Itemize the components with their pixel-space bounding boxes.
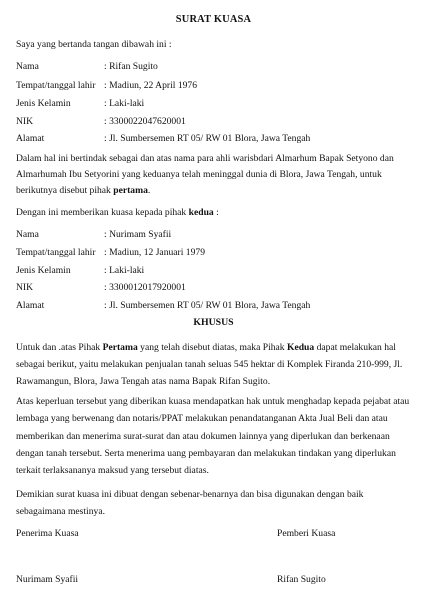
party-first-label: pertama <box>113 185 148 196</box>
field-value: : 3300022047620001 <box>104 116 186 127</box>
paragraph-line: Rawamangun, Blora, Jawa Tengah atas nama Bapak Rifan Sugito. <box>16 376 271 387</box>
field-value: : Madiun, 12 Januari 1979 <box>104 247 205 258</box>
paragraph-line: sebagai berikut, yaitu melakukan penjualan tanah seluas 545 hektar di Komplek Firanda 210-999, Jl. <box>16 359 403 370</box>
paragraph-line: sebagaimana mestinya. <box>16 506 105 517</box>
grantee-name-row <box>16 229 416 241</box>
grant-intro-text: Dengan ini memberikan kuasa kepada pihak kedua : <box>16 207 219 218</box>
receiver-title: Penerima Kuasa <box>16 528 79 539</box>
grantor-birth-row <box>16 80 416 92</box>
document-title: SURAT KUASA <box>175 14 252 25</box>
purpose-paragraph <box>16 339 412 390</box>
grantee-birth-row <box>16 247 416 259</box>
field-label: Alamat <box>16 133 45 144</box>
section-heading-khusus: KHUSUS <box>193 317 234 328</box>
field-value: : Jl. Sumbersemen RT 05/ RW 01 Blora, Jawa Tengah <box>104 133 311 144</box>
grantor-name-row <box>16 61 416 73</box>
grantee-address-row <box>16 300 416 312</box>
field-value: : Laki-laki <box>104 98 145 109</box>
field-label: Jenis Kelamin <box>16 98 71 109</box>
field-label: Tempat/tanggal lahir <box>16 80 96 91</box>
paragraph-line: Demikian surat kuasa ini dibuat dengan sebenar-benarnya dan bisa digunakan dengan baik <box>16 489 364 500</box>
field-value: : Nurimam Syafii <box>104 229 172 240</box>
grantor-nik-row <box>16 116 416 128</box>
paragraph-line: lembaga yang berwenang dan notaris/PPAT melakukan penandatanganan Akta Jual Beli dan atau <box>16 413 388 425</box>
grantee-nik-row <box>16 282 416 294</box>
paragraph-line: Almarhumah Ibu Setyorini yang keduanya telah meninggal dunia di Blora, Jawa Tengah, untuk <box>16 169 382 180</box>
paragraph-line: terkait terlaksananya maksud yang tersebut diatas. <box>16 465 209 477</box>
grantee-gender-row <box>16 265 416 277</box>
field-value: : Jl. Sumbersemen RT 05/ RW 01 Blora, Jawa Tengah <box>104 300 311 311</box>
receiver-name: Nurimam Syafii <box>16 574 79 585</box>
field-label: Nama <box>16 61 39 72</box>
grantor-gender-row <box>16 98 416 110</box>
paragraph-line: Untuk dan .atas Pihak Pertama yang telah disebut diatas, maka Pihak Kedua dapat melakukan hal <box>16 342 396 353</box>
field-value: : Rifan Sugito <box>104 61 158 72</box>
closing-paragraph <box>16 486 412 520</box>
capacity-paragraph <box>16 151 412 199</box>
field-label: Tempat/tanggal lahir <box>16 247 96 258</box>
field-label: Nama <box>16 229 39 240</box>
giver-name: Rifan Sugito <box>277 574 326 585</box>
field-value: : Madiun, 22 April 1976 <box>104 80 198 91</box>
paragraph-line: Dalam hal ini bertindak sebagai dan atas nama para ahli warisbdari Almarhum Bapak Setyono dan <box>16 153 394 164</box>
field-label: Alamat <box>16 300 45 311</box>
giver-title: Pemberi Kuasa <box>277 528 336 539</box>
intro-text: Saya yang bertanda tangan dibawah ini : <box>16 39 172 50</box>
paragraph-line: berikutnya disebut pihak pertama. <box>16 185 151 196</box>
grantor-address-row <box>16 133 416 145</box>
field-label: NIK <box>16 282 34 293</box>
party-second-label: kedua <box>188 207 214 218</box>
paragraph-line: Atas keperluan tersebut yang diberikan kuasa mendapatkan hak untuk menghadap kepada pejabat atau <box>16 396 410 407</box>
field-value: : Laki-laki <box>104 265 145 276</box>
field-label: Jenis Kelamin <box>16 265 71 276</box>
paragraph-line: dengan tanah tersebut. Serta menerima uang pembayaran dan melakukan tindakan yang diperlukan <box>16 447 396 459</box>
field-label: NIK <box>16 116 34 127</box>
paragraph-line: memberikan dan menerima surat-surat dan atau dokumen lainnya yang diperlukan dan berkenaan <box>16 430 390 442</box>
field-value: : 3300012017920001 <box>104 282 186 293</box>
scope-paragraph <box>16 393 412 479</box>
